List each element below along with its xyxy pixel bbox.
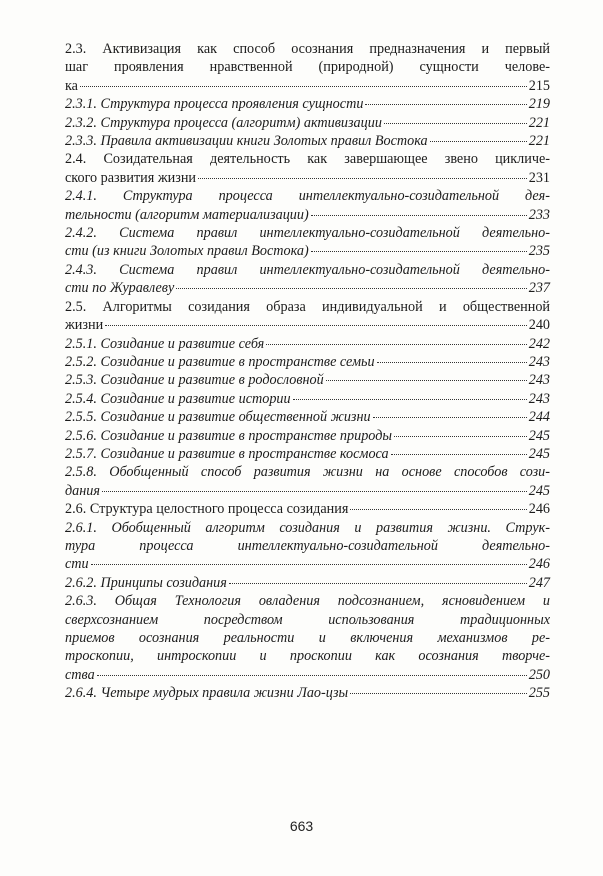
- toc-entry-title: 2.5.4. Созидание и развитие истории: [65, 390, 291, 407]
- toc-entry-title: 2.3.1. Структура процесса проявления сущности: [65, 96, 364, 113]
- dot-leader: [326, 380, 527, 381]
- toc-entry-line: сверхсознанием посредством использования традиционных: [65, 611, 550, 628]
- toc-entry: [65, 463, 550, 500]
- toc-entry-title: сти: [65, 556, 89, 573]
- toc-entry-title: 2.5.7. Созидание и развитие в пространстве космоса: [65, 445, 389, 462]
- toc-page-number: 242: [528, 335, 550, 352]
- toc-entry: [65, 187, 550, 224]
- toc-entry-title: 2.6.2. Принципы созидания: [65, 574, 227, 591]
- toc-entry-title: 2.5.2. Созидание и развитие в пространстве семьи: [65, 353, 375, 370]
- toc-page-number: 246: [528, 556, 550, 573]
- toc-entry: [65, 445, 550, 463]
- toc-entry: [65, 335, 550, 353]
- dot-leader: [105, 325, 527, 326]
- toc-entry-title: 2.5.3. Созидание и развитие в родословной: [65, 372, 324, 389]
- toc-page-number: 240: [528, 317, 550, 334]
- dot-leader: [97, 675, 527, 676]
- toc-entry: [65, 298, 550, 335]
- dot-leader: [293, 399, 527, 400]
- toc-page-number: 245: [528, 427, 550, 444]
- toc-page-number: 243: [528, 353, 550, 370]
- toc-entry-title: 2.5.6. Созидание и развитие в пространстве природы: [65, 427, 392, 444]
- toc-page-number: 215: [528, 77, 550, 94]
- dot-leader: [102, 491, 527, 492]
- toc-entry-title: 2.6.4. Четыре мудрых правила жизни Лао-цзы: [65, 685, 349, 702]
- table-of-contents: [65, 40, 550, 703]
- toc-page-number: 235: [528, 243, 550, 260]
- toc-entry: [65, 408, 550, 426]
- dot-leader: [377, 362, 527, 363]
- dot-leader: [365, 104, 526, 105]
- toc-entry-title: 2.3.3. Правила активизации книги Золотых правил Востока: [65, 133, 428, 150]
- toc-entry: [65, 224, 550, 261]
- toc-entry-line: 2.4.3. Система правил интеллектуально-созидательной деятельно-: [65, 261, 550, 278]
- dot-leader: [350, 693, 527, 694]
- toc-entry-line: 2.4.1. Структура процесса интеллектуально-созидательной дея-: [65, 188, 550, 205]
- toc-page-number: 233: [528, 206, 550, 223]
- toc-entry: [65, 519, 550, 574]
- toc-entry-line: 2.5.8. Обобщенный способ развития жизни на основе способов сози-: [65, 464, 550, 481]
- toc-entry-title: 2.5.5. Созидание и развитие общественной жизни: [65, 409, 371, 426]
- toc-entry-title: сти (из книги Золотых правил Востока): [65, 243, 309, 260]
- toc-page-number: 245: [528, 482, 550, 499]
- toc-entry-title: дания: [65, 482, 100, 499]
- toc-entry-title: ства: [65, 666, 95, 683]
- toc-page-number: 221: [528, 114, 550, 131]
- toc-entry-title: ского развития жизни: [65, 169, 197, 186]
- toc-entry-line: приемов осознания реальности и включения механизмов ре-: [65, 630, 550, 646]
- dot-leader: [391, 454, 527, 455]
- toc-page-number: 245: [528, 445, 550, 462]
- dot-leader: [394, 436, 527, 437]
- toc-entry-line: троскопии, интроскопии и проскопии как осознания творче-: [65, 648, 550, 665]
- dot-leader: [350, 509, 526, 510]
- toc-entry: [65, 114, 550, 132]
- toc-entry-title: тельности (алгоритм материализации): [65, 206, 309, 223]
- toc-entry-title: жизни: [65, 317, 104, 334]
- toc-entry-title: 2.3.2. Структура процесса (алгоритм) активизации: [65, 114, 382, 131]
- dot-leader: [384, 123, 527, 124]
- toc-entry-line: тура процесса интеллектуально-созидательной деятельно-: [65, 537, 550, 554]
- toc-page-number: 244: [528, 409, 550, 426]
- dot-leader: [266, 344, 527, 345]
- dot-leader: [311, 215, 527, 216]
- toc-entry-title: 2.5.1. Созидание и развитие себя: [65, 335, 265, 352]
- toc-page-number: 219: [528, 96, 550, 113]
- toc-entry: [65, 592, 550, 684]
- toc-entry-line: 2.6.1. Обобщенный алгоритм созидания и развития жизни. Струк-: [65, 519, 550, 536]
- toc-entry: [65, 427, 550, 445]
- toc-page-number: 247: [528, 574, 550, 591]
- toc-page-number: 246: [528, 501, 550, 518]
- dot-leader: [176, 288, 526, 289]
- toc-page-number: 243: [528, 372, 550, 389]
- toc-entry-line: 2.4. Созидательная деятельность как завершающее звено цикличе-: [65, 151, 550, 168]
- dot-leader: [91, 564, 527, 565]
- toc-entry: [65, 353, 550, 371]
- toc-entry: [65, 684, 550, 702]
- toc-page-number: 231: [528, 169, 550, 186]
- toc-entry: [65, 390, 550, 408]
- toc-page-number: 250: [528, 666, 550, 683]
- toc-entry: [65, 261, 550, 298]
- toc-entry-line: 2.5. Алгоритмы созидания образа индивидуальной и общественной: [65, 298, 550, 315]
- toc-entry-line: 2.6.3. Общая Технология овладения подсознанием, ясновидением и: [65, 593, 550, 610]
- toc-entry: [65, 150, 550, 187]
- toc-entry-line: 2.4.2. Система правил интеллектуально-созидательной деятельно-: [65, 225, 550, 242]
- toc-entry-title: 2.6. Структура целостного процесса созидания: [65, 501, 349, 518]
- toc-page-number: 221: [528, 133, 550, 150]
- toc-page-number: 255: [528, 685, 550, 702]
- toc-entry-title: сти по Журавлеву: [65, 280, 175, 297]
- toc-entry: [65, 40, 550, 95]
- dot-leader: [80, 86, 527, 87]
- dot-leader: [373, 417, 527, 418]
- toc-page-number: 237: [528, 280, 550, 297]
- toc-entry: [65, 574, 550, 592]
- dot-leader: [311, 251, 527, 252]
- toc-page-number: 243: [528, 390, 550, 407]
- toc-entry-line: 2.3. Активизация как способ осознания предназначения и первый: [65, 41, 550, 57]
- dot-leader: [198, 178, 527, 179]
- dot-leader: [430, 141, 527, 142]
- toc-entry-title: ка: [65, 77, 78, 94]
- toc-entry: [65, 132, 550, 150]
- toc-entry: [65, 500, 550, 518]
- toc-entry: [65, 371, 550, 389]
- toc-entry: [65, 95, 550, 113]
- dot-leader: [229, 583, 527, 584]
- page-number: 663: [289, 818, 314, 834]
- toc-entry-line: шаг проявления нравственной (природной) сущности челове-: [65, 59, 550, 76]
